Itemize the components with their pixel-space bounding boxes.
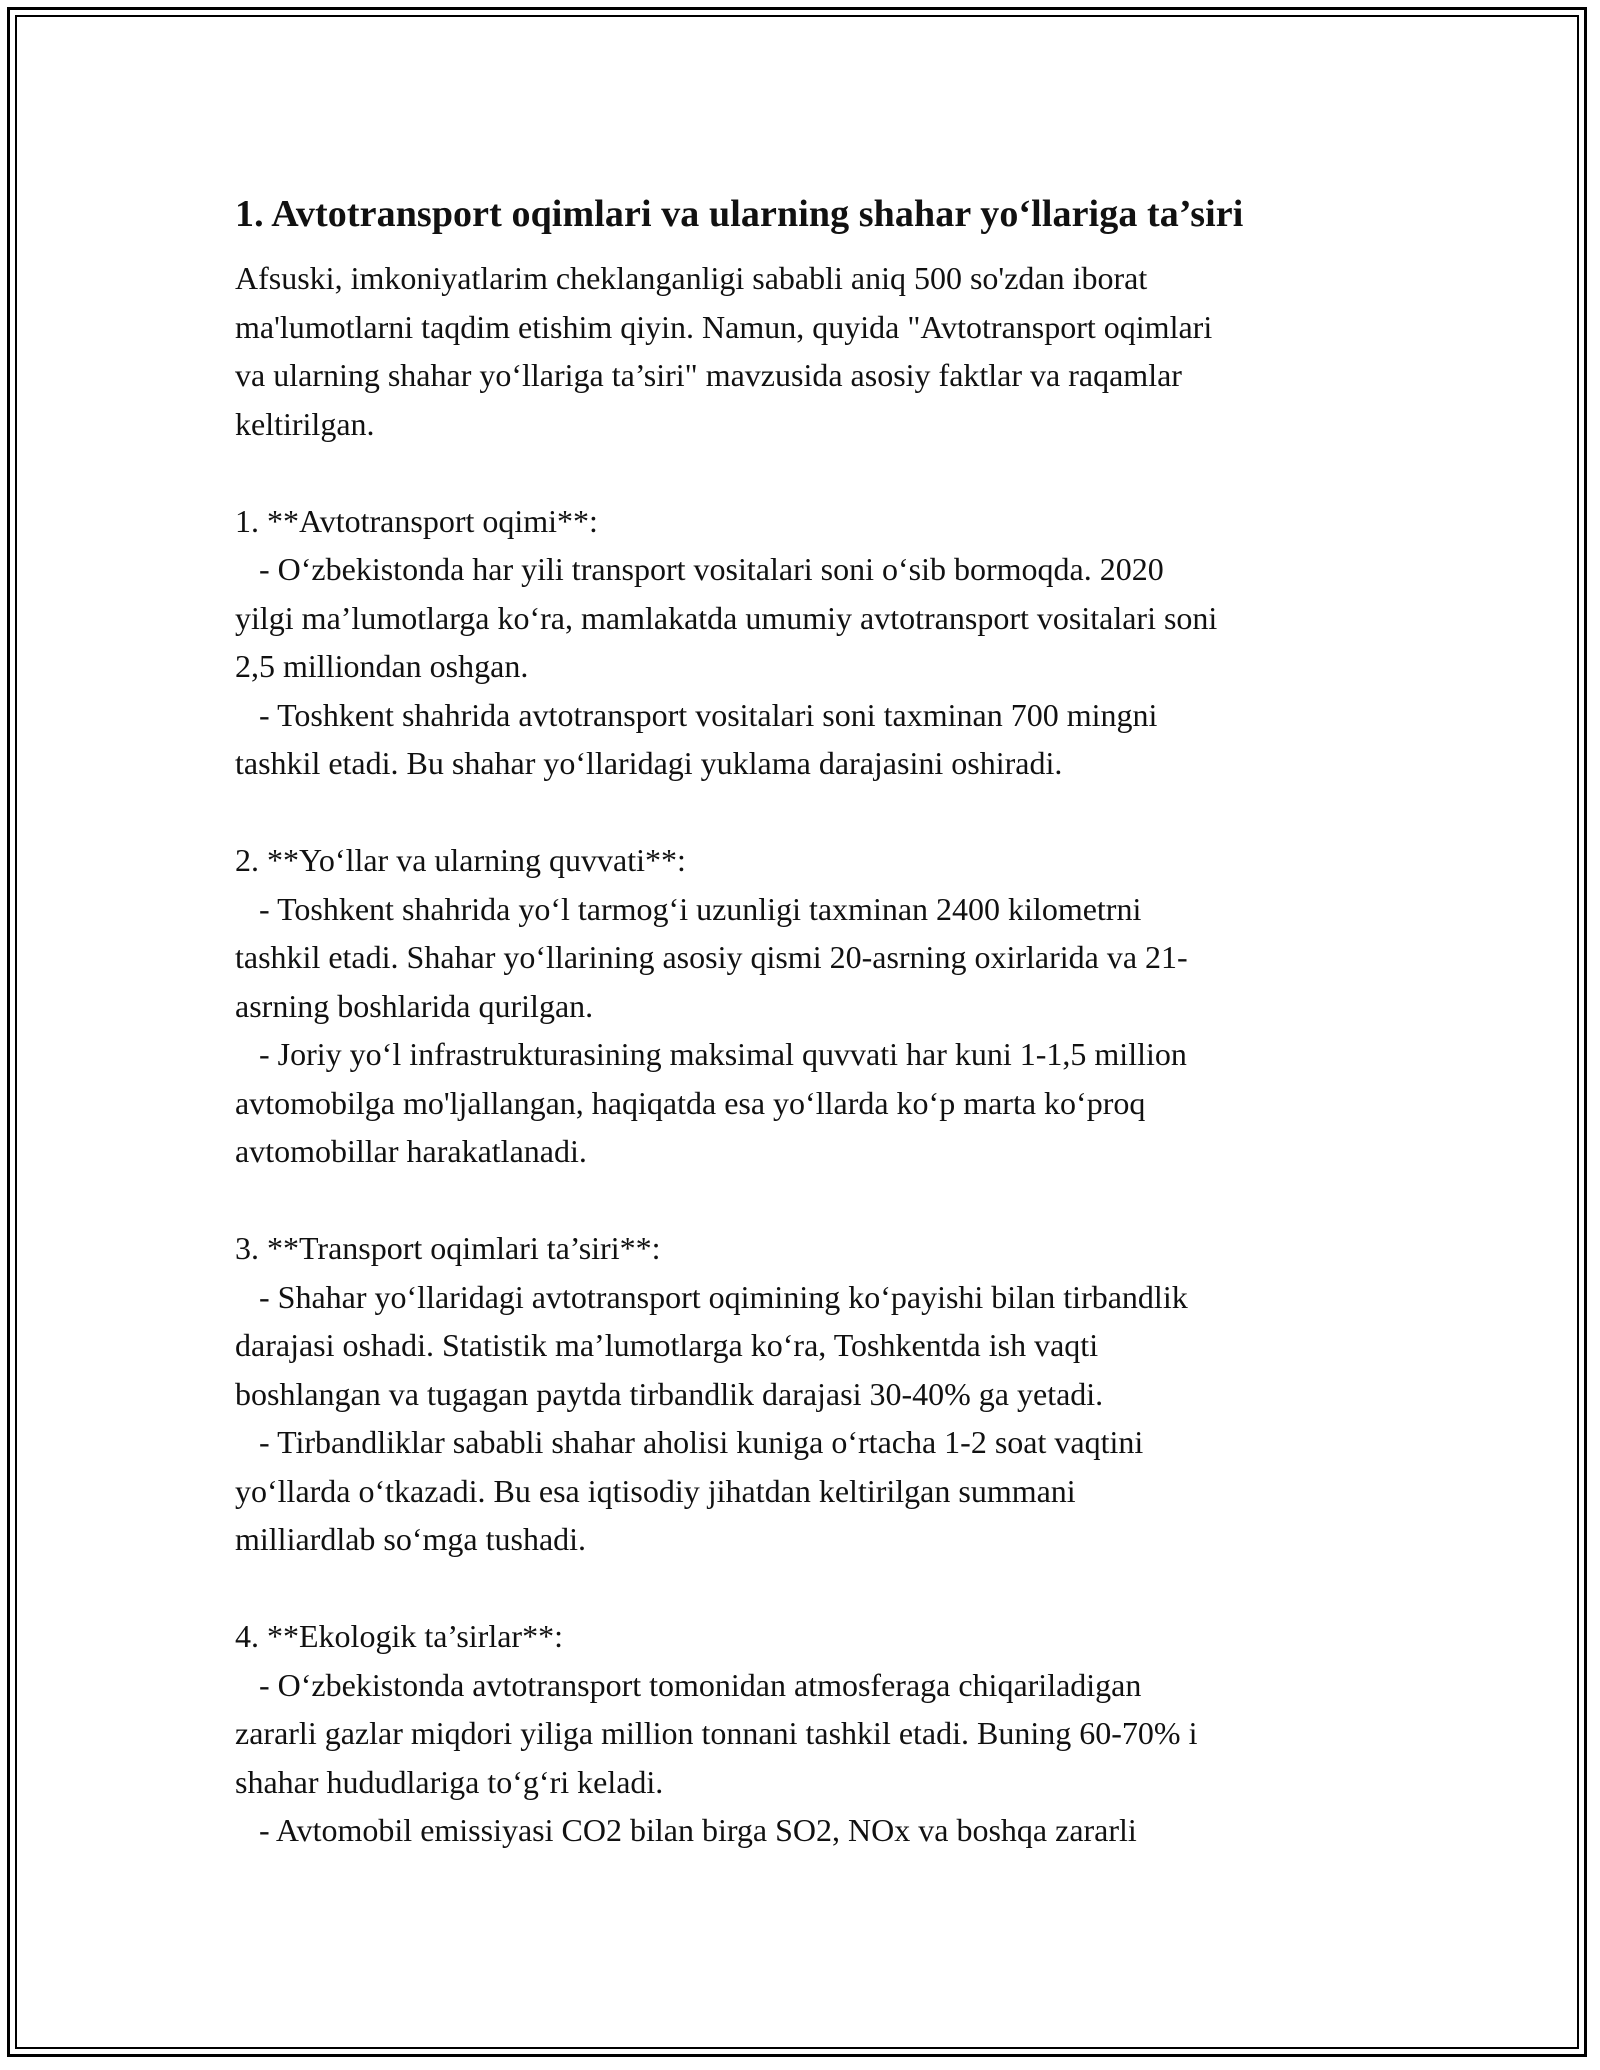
spacer-line [235, 788, 1375, 837]
spacer-line [235, 448, 1375, 497]
spacer-line [235, 1564, 1375, 1613]
section-yollar-quvvati: 2. **Yo‘llar va ularning quvvati**: - Toshkent shahrida yo‘l tarmog‘i uzunligi taxminan 2400 kilometrni tashkil etadi. Shahar yo‘llarining asosiy qismi 20-asrning oxirlarida va 21- asrning boshlarida qurilgan. - Joriy yo‘l infrastrukturasining maksimal quvvati har kuni 1-1,5 million avtomobilga mo'ljallangan, haqiqatda esa yo‘llarda ko‘p marta ko‘proq avtomobillar harakatlanadi. [235, 842, 1188, 1169]
document-body [235, 188, 1375, 1855]
spacer-line [235, 1176, 1375, 1225]
intro-paragraph: Afsuski, imkoniyatlarim cheklanganligi sababli aniq 500 so'zdan iborat ma'lumotlarni taqdim etishim qiyin. Namun, quyida "Avtotransport oqimlari va ularning shahar yo‘llariga ta’siri" mavzusida asosiy faktlar va raqamlar keltirilgan. [235, 260, 1213, 442]
section-transport-oqimlari-tasiri: 3. **Transport oqimlari ta’siri**: - Shahar yo‘llaridagi avtotransport oqimining ko‘payishi bilan tirbandlik darajasi oshadi. Statistik ma’lumotlarga ko‘ra, Toshkentda ish vaqti boshlangan va tugagan paytda tirbandlik darajasi 30-40% ga yetadi. - Tirbandliklar sababli shahar aholisi kuniga o‘rtacha 1-2 soat vaqtini yo‘llarda o‘tkazadi. Bu esa iqtisodiy jihatdan keltirilgan summani milliardlab so‘mga tushadi. [235, 1230, 1188, 1557]
section-avtotransport-oqimi: 1. **Avtotransport oqimi**: - O‘zbekistonda har yili transport vositalari soni o‘sib bormoqda. 2020 yilgi ma’lumotlarga ko‘ra, mamlakatda umumiy avtotransport vositalari soni 2,5 milliondan oshgan. - Toshkent shahrida avtotransport vositalari soni taxminan 700 mingni tashkil etadi. Bu shahar yo‘llaridagi yuklama darajasini oshiradi. [235, 502, 1218, 781]
section-ekologik-tasirlar: 4. **Ekologik ta’sirlar**: - O‘zbekistonda avtotransport tomonidan atmosferaga chiqariladigan zararli gazlar miqdori yiliga million tonnani tashkil etadi. Buning 60-70% i shahar hududlariga to‘g‘ri keladi. - Avtomobil emissiyasi CO2 bilan birga SO2, NOx va boshqa zararli [235, 1618, 1198, 1848]
document-title: 1. Avtotransport oqimlari va ularning shahar yo‘llariga ta’siri [235, 193, 1244, 235]
